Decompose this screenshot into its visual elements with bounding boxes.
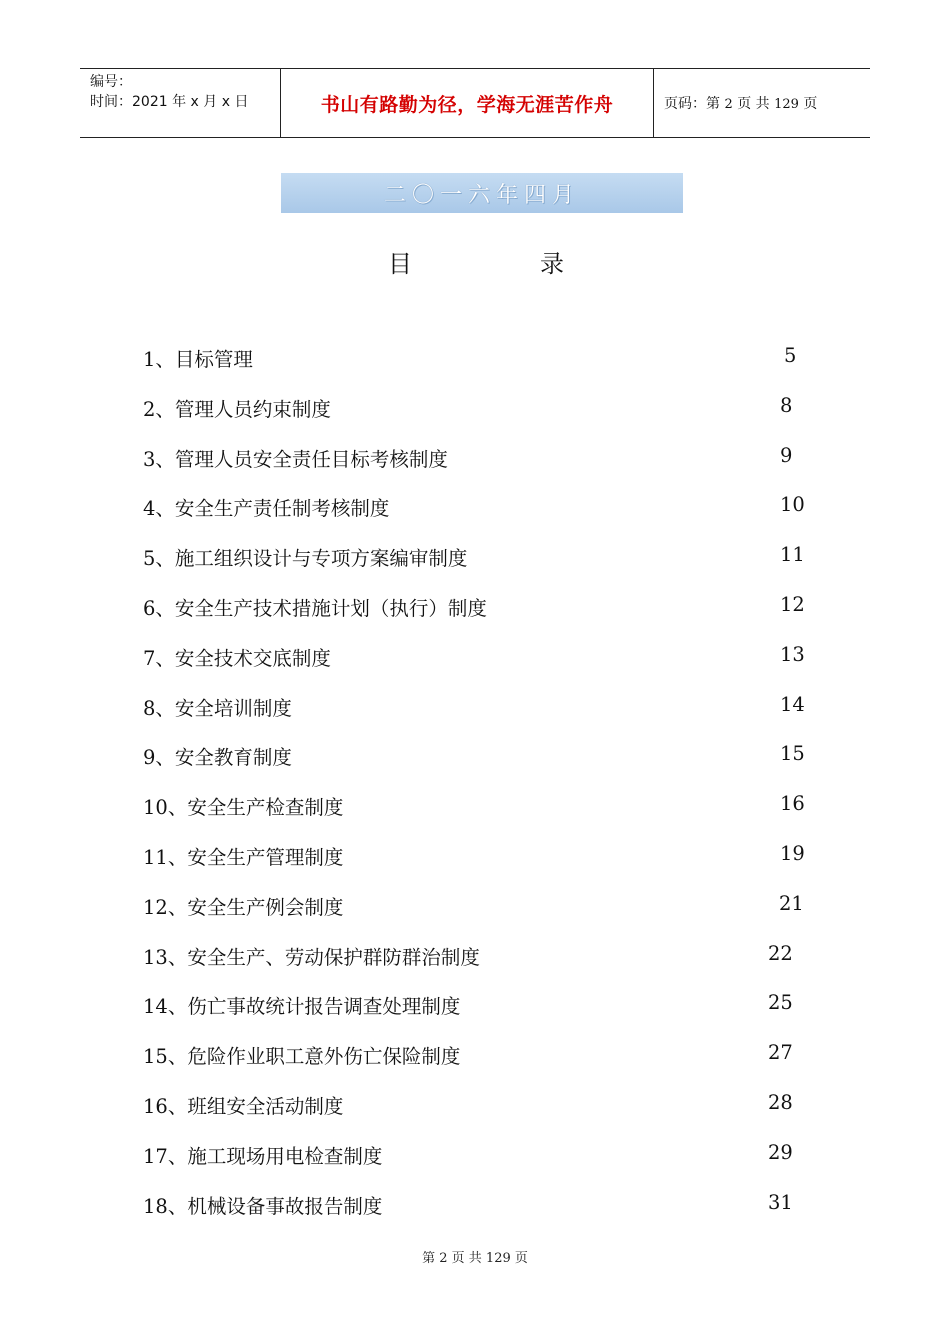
toc-entry[interactable] [143,693,843,743]
toc-entry[interactable] [143,543,843,593]
toc-entry-page: 16 [780,792,805,816]
toc-entry[interactable] [143,444,843,494]
toc-entry-page: 11 [780,543,805,567]
toc-entry-label: 4、安全生产责任制考核制度 [143,497,390,521]
date-banner-text: 二〇一六年四月 [383,182,580,208]
toc-entry-label: 9、安全教育制度 [143,746,292,770]
toc-entry-page: 5 [784,344,797,367]
toc-entry-label: 5、施工组织设计与专项方案编审制度 [143,547,468,571]
toc-entry[interactable] [143,1141,843,1191]
toc-entry-page: 27 [768,1041,793,1065]
toc-title-char-2: 录 [540,250,564,278]
toc-entry[interactable] [143,742,843,792]
document-time: 时间：2021 年 x 月 x 日 [90,94,249,110]
page-footer: 第 2 页 共 129 页 [422,1251,528,1266]
toc-entry-label: 3、管理人员安全责任目标考核制度 [143,447,448,471]
toc-entry[interactable] [143,842,843,892]
table-of-contents [143,344,843,1240]
header-meta-cell [80,69,281,137]
toc-entry-label: 6、安全生产技术措施计划（执行）制度 [143,596,487,620]
page-prefix: 页码：第 [664,96,720,112]
header-motto: 书山有路勤为径，学海无涯苦作舟 [320,93,614,116]
toc-entry[interactable] [143,394,843,444]
toc-entry-label: 15、危险作业职工意外伤亡保险制度 [143,1045,461,1069]
header-page-cell [654,69,870,137]
toc-entry-label: 7、安全技术交底制度 [143,646,331,670]
toc-entry-page: 9 [780,443,793,467]
toc-entry-label: 18、机械设备事故报告制度 [143,1194,383,1218]
toc-entry-label: 10、安全生产检查制度 [143,796,344,820]
toc-entry-page: 15 [780,742,805,766]
toc-entry-page: 21 [779,891,804,915]
toc-entry-label: 2、管理人员约束制度 [143,397,331,421]
toc-entry-page: 8 [780,393,793,417]
toc-entry[interactable] [143,1091,843,1141]
toc-entry-page: 12 [780,592,805,616]
toc-entry-page: 10 [780,493,805,517]
toc-entry[interactable] [143,942,843,992]
toc-entry[interactable] [143,1191,843,1241]
toc-entry-label: 16、班组安全活动制度 [143,1094,344,1118]
header-motto-cell [281,69,654,137]
page-suffix: 页 [803,96,818,112]
toc-entry-label: 11、安全生产管理制度 [143,845,344,869]
toc-entry-page: 13 [780,642,805,666]
page-total: 129 [774,97,799,112]
toc-entry-page: 25 [768,991,793,1015]
toc-entry[interactable] [143,991,843,1041]
date-banner [281,173,683,213]
toc-entry[interactable] [143,344,843,394]
toc-entry[interactable] [143,792,843,842]
document-header [80,68,870,138]
page-mid: 页 共 [737,96,770,112]
toc-entry[interactable] [143,493,843,543]
toc-entry[interactable] [143,593,843,643]
header-page-info [654,93,817,113]
toc-entry-page: 29 [768,1140,793,1164]
toc-entry-page: 19 [780,841,805,865]
toc-entry-page: 14 [780,692,805,716]
toc-entry-label: 1、目标管理 [143,348,253,371]
toc-entry-label: 13、安全生产、劳动保护群防群治制度 [143,945,480,969]
toc-entry-page: 28 [768,1090,793,1114]
toc-entry-page: 22 [768,941,793,965]
toc-entry[interactable] [143,892,843,942]
toc-entry-label: 8、安全培训制度 [143,696,292,720]
toc-entry-page: 31 [768,1190,793,1214]
toc-entry[interactable] [143,643,843,693]
toc-entry-label: 14、伤亡事故统计报告调查处理制度 [143,995,461,1019]
toc-entry-label: 17、施工现场用电检查制度 [143,1144,383,1168]
document-number-label: 编号： [90,74,132,90]
page-current: 2 [724,97,733,112]
toc-entry-label: 12、安全生产例会制度 [143,895,344,919]
toc-entry[interactable] [143,1041,843,1091]
toc-title-char-1: 目 [388,250,412,278]
